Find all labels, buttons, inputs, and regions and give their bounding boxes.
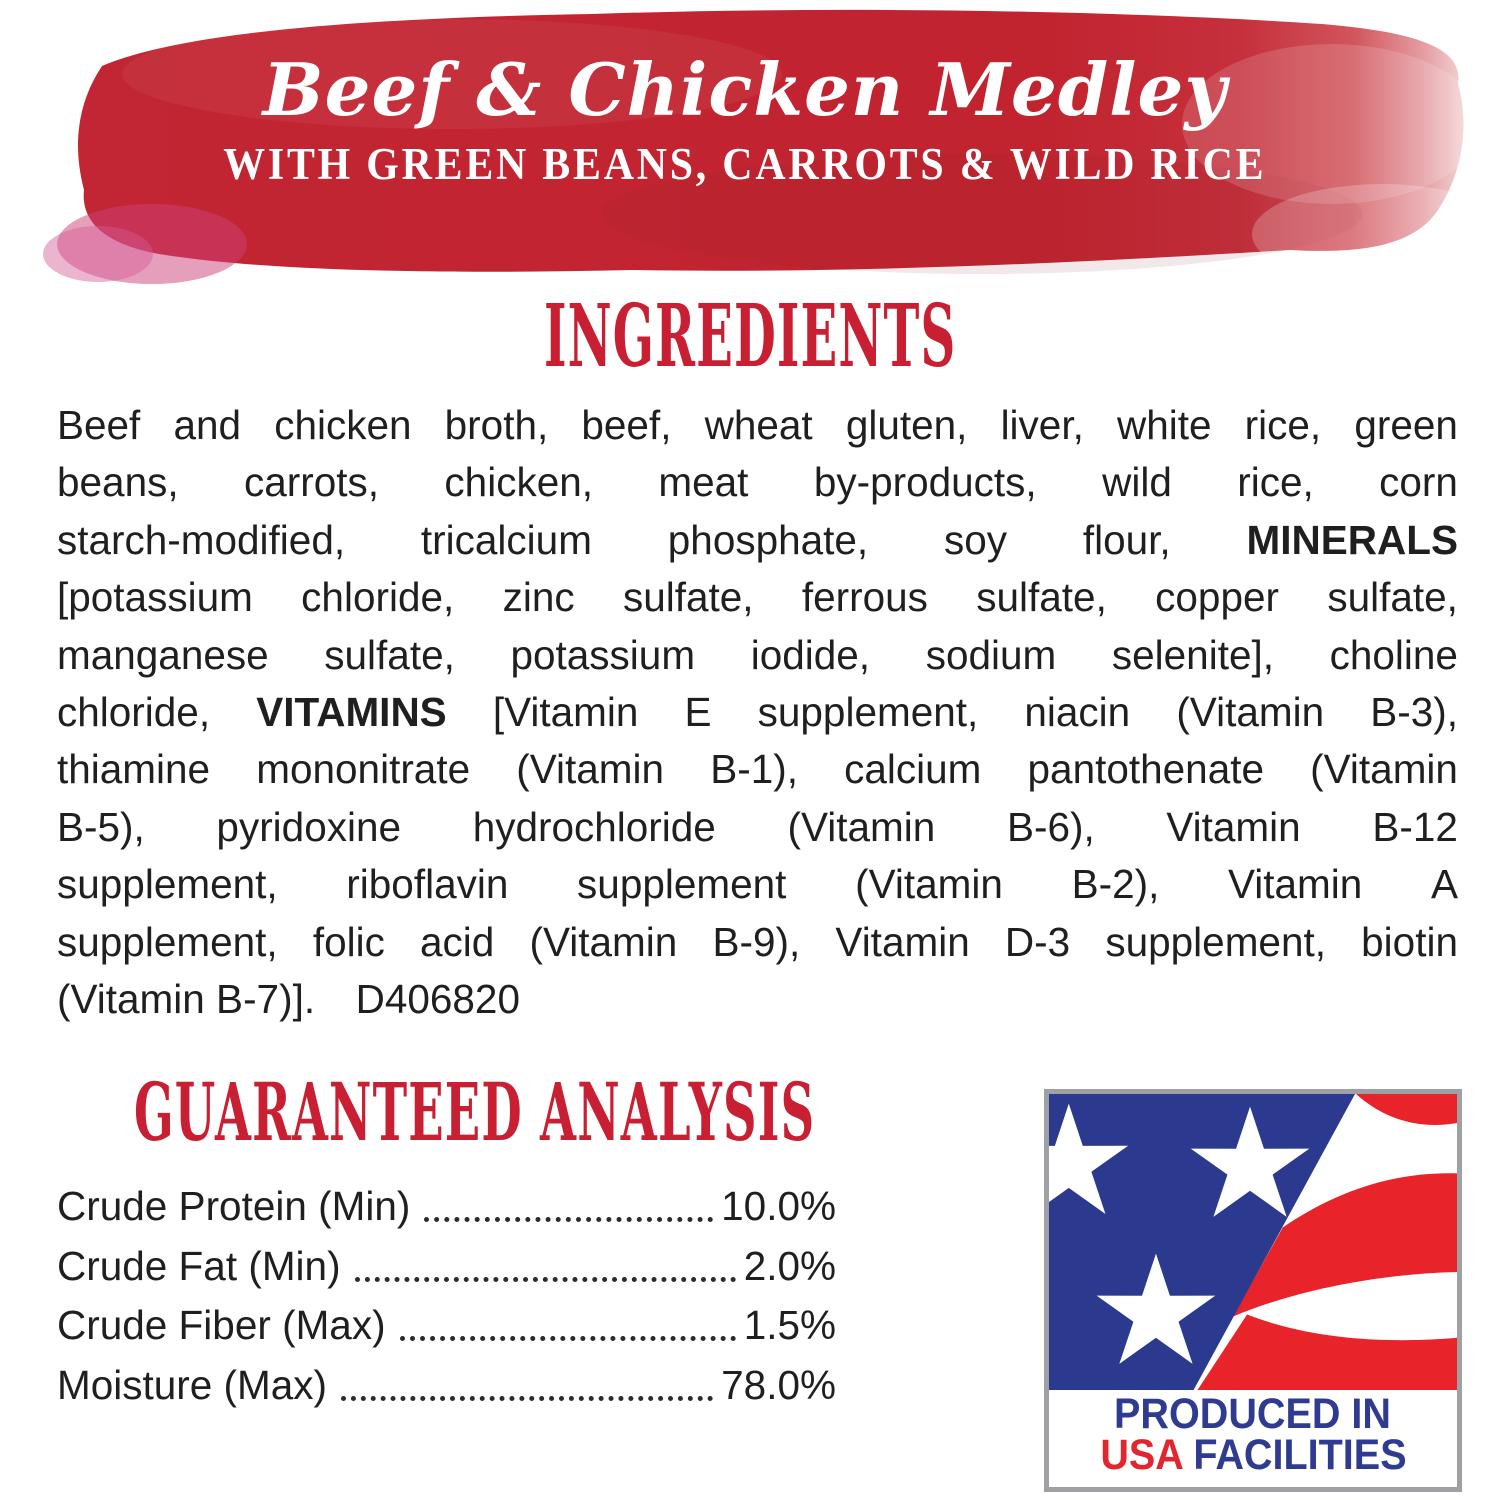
- analysis-row: [57, 1290, 836, 1350]
- ingredients-line: B-5), pyridoxine hydrochloride (Vitamin B-6), Vitamin B-12: [57, 803, 1458, 850]
- banner-text: [32, 47, 1458, 190]
- ingredients-heading: INGREDIENTS: [543, 286, 957, 387]
- ingredients-line: [potassium chloride, zinc sulfate, ferrous sulfate, copper sulfate,: [57, 574, 1458, 621]
- dotted-leader: [424, 1217, 713, 1222]
- usa-flag-icon: [1049, 1094, 1457, 1390]
- ingredients-line: beans, carrots, chicken, meat by-products, wild rice, corn: [57, 459, 1458, 506]
- badge-produced-in: PRODUCED IN: [1114, 1390, 1392, 1438]
- produced-in-usa-badge: [1044, 1089, 1462, 1492]
- ingredients-line: Beef and chicken broth, beef, wheat gluten, liver, white rice, green: [57, 402, 1458, 448]
- analysis-label: Crude Protein (Min): [57, 1182, 411, 1229]
- ingredients-line: thiamine mononitrate (Vitamin B-1), calcium pantothenate (Vitamin: [57, 746, 1458, 793]
- badge-text: [1049, 1390, 1457, 1479]
- product-name: Beef & Chicken Medley: [262, 47, 1228, 132]
- analysis-row: [57, 1230, 836, 1290]
- ingredients-paragraph: [57, 402, 1458, 1033]
- guaranteed-analysis-table: [57, 1170, 836, 1409]
- badge-usa: USA: [1099, 1430, 1182, 1479]
- ingredients-line: supplement, riboflavin supplement (Vitamin B-2), Vitamin A: [57, 861, 1458, 908]
- dotted-leader: [355, 1277, 736, 1282]
- analysis-label: Crude Fiber (Max): [57, 1302, 386, 1349]
- dotted-leader: [341, 1396, 713, 1401]
- guaranteed-analysis-heading: GUARANTEED ANALYSIS: [134, 1065, 816, 1159]
- dotted-leader: [400, 1336, 736, 1341]
- analysis-value: 78.0%: [721, 1362, 836, 1409]
- analysis-label: Moisture (Max): [57, 1362, 328, 1409]
- badge-facilities: FACILITIES: [1192, 1430, 1407, 1479]
- ingredients-line: (Vitamin B-7)]. D406820: [57, 975, 520, 1022]
- ingredients-line: supplement, folic acid (Vitamin B-9), Vitamin D-3 supplement, biotin: [57, 918, 1458, 965]
- ingredients-line: manganese sulfate, potassium iodide, sodium selenite], choline: [57, 631, 1458, 678]
- ingredients-line: starch-modified, tricalcium phosphate, soy flour, MINERALS: [57, 516, 1458, 563]
- analysis-label: Crude Fat (Min): [57, 1242, 341, 1289]
- analysis-value: 2.0%: [743, 1242, 836, 1289]
- analysis-value: 1.5%: [743, 1302, 836, 1349]
- product-banner: [32, 4, 1476, 288]
- analysis-row: [57, 1349, 836, 1409]
- product-variant: WITH GREEN BEANS, CARROTS & WILD RICE: [223, 138, 1267, 189]
- analysis-row: [57, 1170, 836, 1230]
- analysis-value: 10.0%: [721, 1182, 836, 1229]
- ingredients-line: chloride, VITAMINS [Vitamin E supplement, niacin (Vitamin B-3),: [57, 688, 1458, 735]
